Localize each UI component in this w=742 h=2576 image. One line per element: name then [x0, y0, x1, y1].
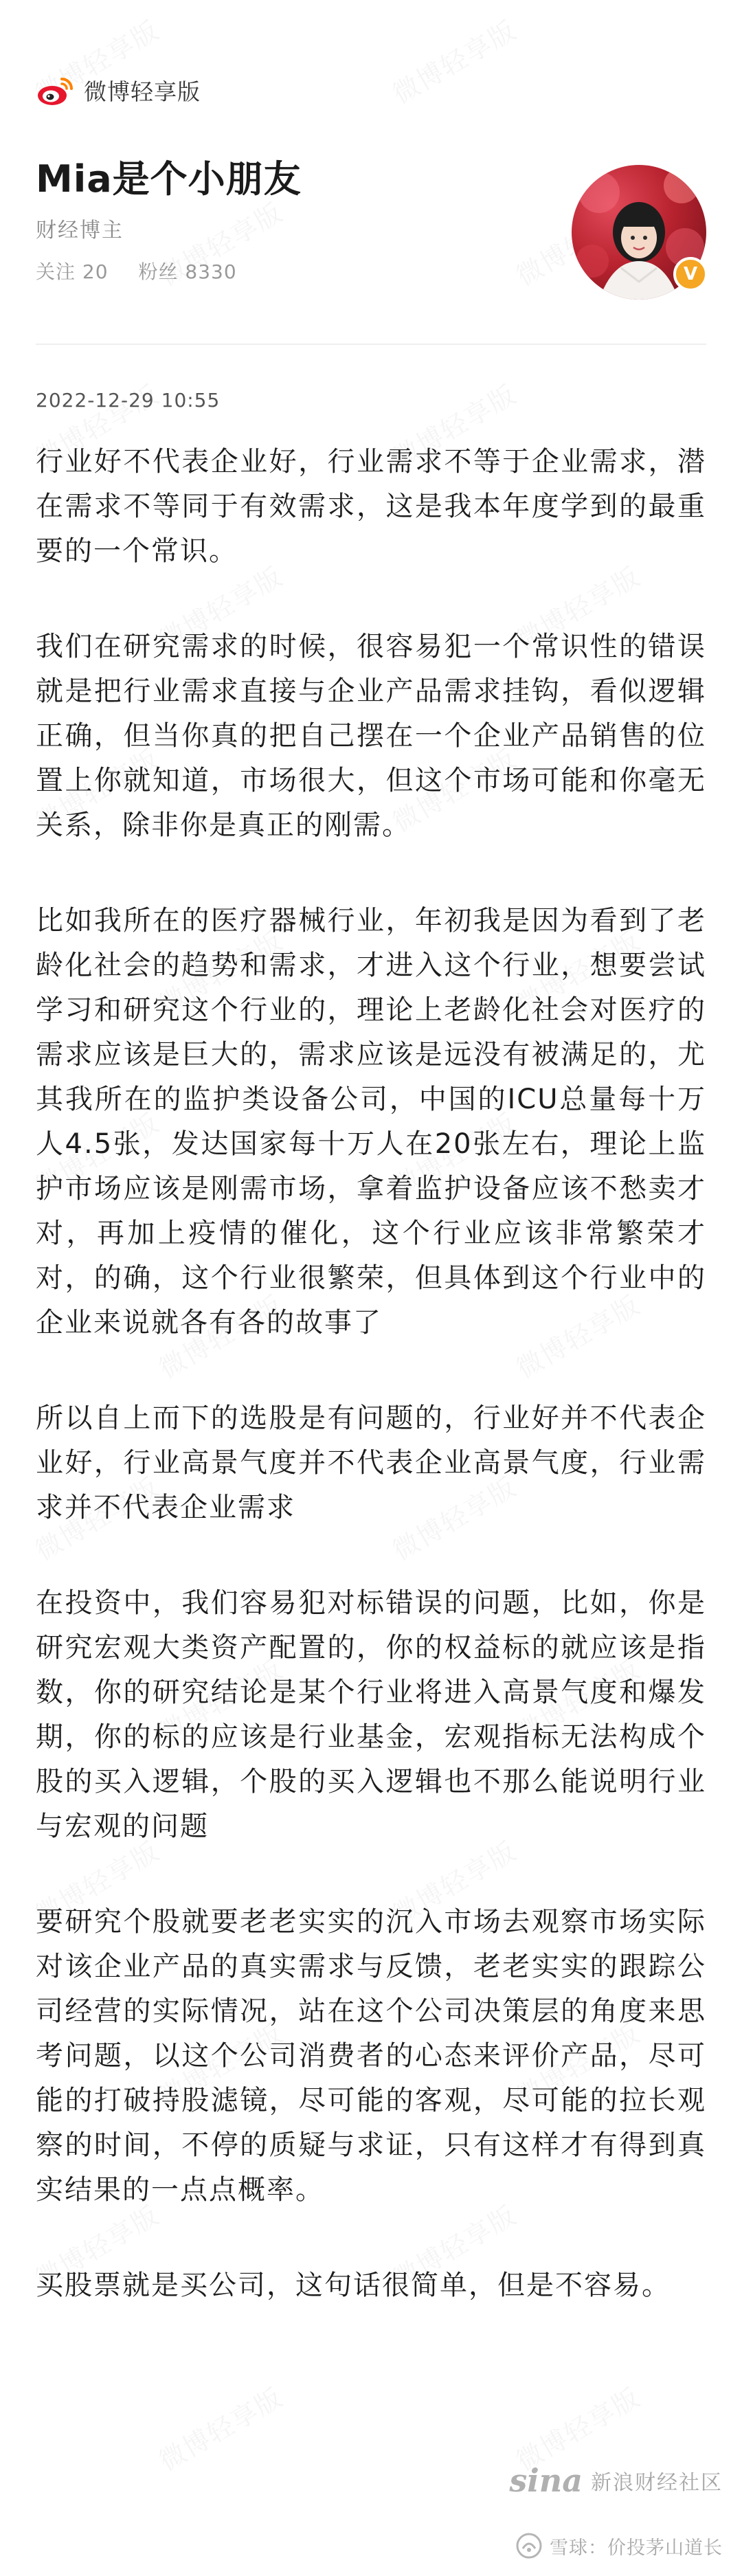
- user-title: 财经博主: [36, 219, 124, 243]
- post-paragraph: 所以自上而下的选股是有问题的，行业好并不代表企业好，行业高景气度并不代表企业高景气度，行业需求并不代表企业需求: [36, 1402, 706, 1523]
- post-timestamp: 2022-12-29 10:55: [36, 389, 221, 412]
- post-paragraph: 要研究个股就要老老实实的沉入市场去观察市场实际对该企业产品的真实需求与反馈，老老实实的跟踪公司经营的实际情况，站在这个公司决策层的角度来思考问题，以这个公司消费者的心态来评价产品，尽可能的打破持股滤镜，尽可能的客观，尽可能的拉长观察的时间，不停的质疑与求证，只有这样才有得到真实结果的一点点概率。: [36, 1906, 706, 2206]
- post-paragraph: 买股票就是买公司，这句话很简单，但是不容易。: [36, 2270, 671, 2301]
- verified-badge-icon: V: [673, 257, 708, 291]
- brand-name: 微博轻享版: [84, 78, 201, 105]
- snowball-author-label: 雪球：价投茅山道长: [550, 2537, 723, 2559]
- post-content: [36, 440, 706, 2359]
- brand-bar: [36, 74, 201, 107]
- weibo-logo-icon: [36, 75, 76, 107]
- following-count[interactable]: 关注 20: [36, 260, 109, 283]
- profile-header: [36, 142, 706, 348]
- followers-count[interactable]: 粉丝 8330: [138, 260, 237, 283]
- snowball-logo-icon: [515, 2532, 543, 2560]
- header-divider: [36, 344, 706, 345]
- sina-logo-icon: sina: [509, 2462, 583, 2499]
- user-stats: [36, 257, 237, 284]
- user-name[interactable]: Mia是个小朋友: [36, 157, 302, 201]
- post-paragraph: 在投资中，我们容易犯对标错误的问题，比如，你是研究宏观大类资产配置的，你的权益标的就应该是指数，你的研究结论是某个行业将进入高景气度和爆发期，你的标的应该是行业基金，宏观指标无法构成个股的买入逻辑，个股的买入逻辑也不那么能说明行业与宏观的问题: [36, 1587, 706, 1842]
- sina-community-label: 新浪财经社区: [591, 2471, 723, 2495]
- post-paragraph: 我们在研究需求的时候，很容易犯一个常识性的错误就是把行业需求直接与企业产品需求挂钩，看似逻辑正确，但当你真的把自己摆在一个企业产品销售的位置上你就知道，市场很大，但这个市场可能和你毫无关系，除非你是真正的刚需。: [36, 631, 706, 841]
- snowball-watermark: [515, 2532, 723, 2560]
- post-paragraph: 行业好不代表企业好，行业需求不等于企业需求，潜在需求不等同于有效需求，这是我本年度学到的最重要的一个常识。: [36, 446, 706, 567]
- post-paragraph: 比如我所在的医疗器械行业，年初我是因为看到了老龄化社会的趋势和需求，才进入这个行业，想要尝试学习和研究这个行业的，理论上老龄化社会对医疗的需求应该是巨大的，需求应该是远没有被满足的，尤其我所在的监护类设备公司，中国的ICU总量每十万人4.5张，发达国家每十万人在20张左右，理论上监护市场应该是刚需市场，拿着监护设备应该不愁卖才对，再加上疫情的催化，这个行业应该非常繁荣才对，的确，这个行业很繁荣，但具体到这个行业中的企业来说就各有各的故事了: [36, 905, 706, 1339]
- sina-finance-watermark: [509, 2462, 723, 2499]
